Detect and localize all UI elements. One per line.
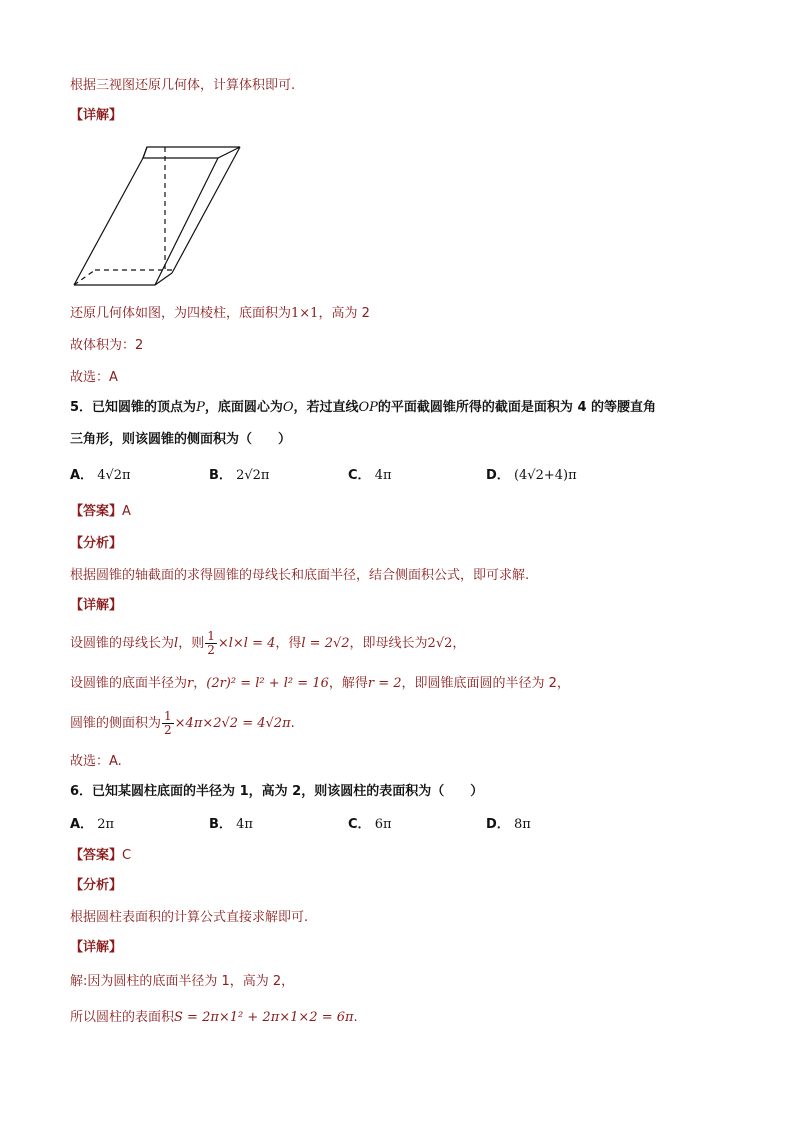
q4-base-area: 1×1 [291,306,319,321]
q6-detail-tag: 【详解】 [70,940,123,955]
q4-analysis-text: 根据三视图还原几何体，计算体积即可. [70,78,296,93]
q6-option-c: C． 6π [348,817,392,832]
q5-stem-line2: 三角形，则该圆锥的侧面积为（ ） [70,432,292,447]
q4-figure-caption: 还原几何体如图，为四棱柱，底面积为1×1，高为 2 [70,306,370,321]
q5-answer: 【答案】A [70,504,131,519]
q6-detail-line1: 解:因为圆柱的底面半径为 1，高为 2， [70,974,295,989]
q5-frac-2: $\frac{1}{2}$ [164,709,172,737]
q6-option-a: A． 2π [70,817,115,832]
q4-choice: 故选：A [70,370,118,385]
q5-option-a: A． 4√2π [70,468,131,483]
q5-frac-1: $\frac{1}{2}$ [207,629,215,657]
prism-figure [70,140,245,288]
q5-stem-line1: 5．已知圆锥的顶点为P，底面圆心为O，若过直线OP的平面截圆锥所得的截面是面积为 4 的等腰直角 [70,400,657,415]
q5-detail-tag: 【详解】 [70,598,123,613]
q5-analysis-text: 根据圆锥的轴截面的求得圆锥的母线长和底面半径，结合侧面积公式，即可求解. [70,568,530,583]
q4-detail-tag: 【详解】 [70,108,123,123]
q6-analysis-text: 根据圆柱表面积的计算公式直接求解即可. [70,910,309,925]
q5-option-d: D． (4√2+4)π [486,468,577,483]
q6-answer: 【答案】C [70,848,132,863]
prism-top-face [143,147,240,158]
q6-analysis-tag: 【分析】 [70,878,123,893]
q5-option-c: C． 4π [348,468,392,483]
q6-option-d: D． 8π [486,817,531,832]
q5-choice: 故选：A. [70,754,122,769]
q6-option-b: B． 4π [209,817,253,832]
q6-detail-line2: 所以圆柱的表面积S = 2π×1² + 2π×1×2 = 6π. [70,1010,358,1025]
q5-option-b: B． 2√2π [209,468,270,483]
q4-volume: 故体积为：2 [70,338,144,353]
q5-detail-line2: 设圆锥的底面半径为r，(2r)² = l² + l² = 16，解得r = 2，即圆锥底面圆的半径为 2， [70,676,570,691]
q5-detail-line1: 设圆锥的母线长为l，则 $\frac{1}{2}$ ×l×l = 4，得l = 2√2，即母线长为2√2， [70,629,466,657]
q5-detail-line3: 圆锥的侧面积为 $\frac{1}{2}$ ×4π×2√2 = 4√2π. [70,709,295,737]
q5-analysis-tag: 【分析】 [70,536,123,551]
q6-stem: 6．已知某圆柱底面的半径为 1，高为 2，则该圆柱的表面积为（ ） [70,784,484,799]
